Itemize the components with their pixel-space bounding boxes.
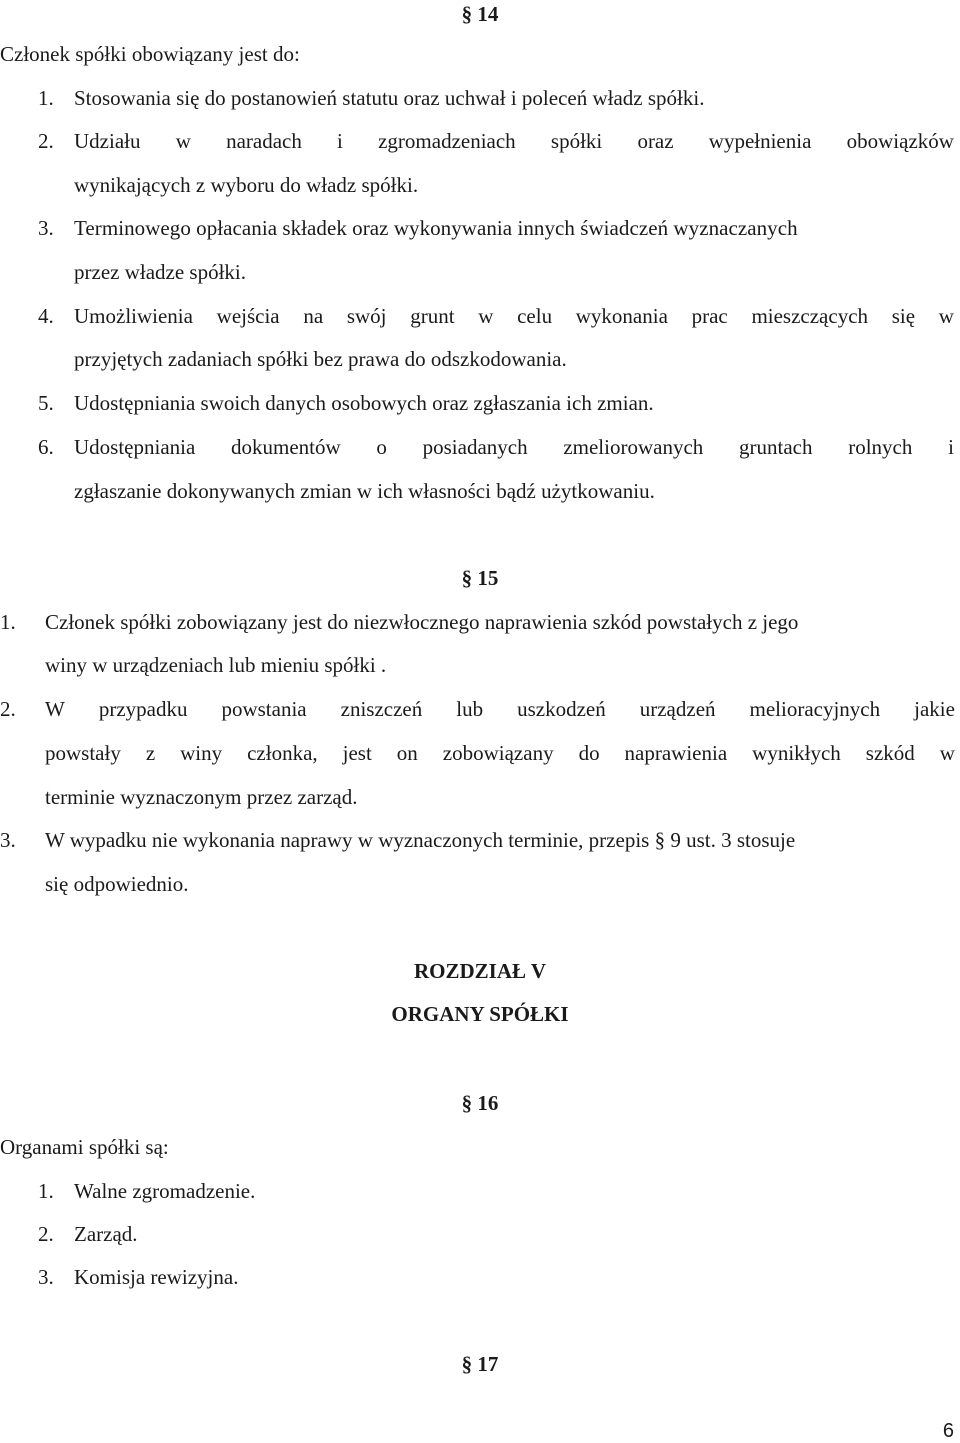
- s14-item-5-text: Udostępniania swoich danych osobowych oraz zgłaszania ich zmian.: [74, 391, 654, 415]
- s15-item-2-line-2: powstały z winy członka, jest on zobowiązany do naprawienia wynikłych szkód w: [45, 741, 955, 765]
- s14-item-6-num: 6.: [38, 435, 54, 459]
- s15-item-1-line-2: winy w urządzeniach lub mieniu spółki .: [45, 653, 387, 677]
- s15-item-3-num: 3.: [0, 828, 16, 852]
- s15-item-3-line-2: się odpowiednio.: [45, 872, 189, 896]
- chapter-title: ROZDZIAŁ V: [413, 959, 547, 983]
- s14-item-4-line-2: przyjętych zadaniach spółki bez prawa do odszkodowania.: [74, 347, 567, 371]
- s14-item-6-line-1: Udostępniania dokumentów o posiadanych zmeliorowanych gruntach rolnych i: [74, 435, 954, 459]
- s15-item-2-num: 2.: [0, 697, 16, 721]
- s15-item-1-line-1: Członek spółki zobowiązany jest do niezwłocznego naprawienia szkód powstałych z jego: [45, 610, 799, 634]
- s14-item-4-line-1: Umożliwienia wejścia na swój grunt w celu wykonania prac mieszczących się w: [74, 304, 954, 328]
- s15-item-1-num: 1.: [0, 610, 16, 634]
- s14-item-2-line-2: wynikających z wyboru do władz spółki.: [74, 173, 419, 197]
- section-14-intro: Członek spółki obowiązany jest do:: [0, 42, 300, 66]
- section-14-heading: § 14: [461, 2, 499, 26]
- s16-item-2-text: Zarząd.: [74, 1222, 138, 1246]
- page-number: 6: [942, 1420, 954, 1442]
- s16-item-1-text: Walne zgromadzenie.: [74, 1179, 256, 1203]
- s14-item-3-line-1: Terminowego opłacania składek oraz wykonywania innych świadczeń wyznaczanych: [74, 216, 798, 240]
- s16-item-2-num: 2.: [38, 1222, 54, 1246]
- s15-item-3-line-1: W wypadku nie wykonania naprawy w wyznaczonych terminie, przepis § 9 ust. 3 stosuje: [45, 828, 796, 852]
- s14-item-2-line-1: Udziału w naradach i zgromadzeniach spółki oraz wypełnienia obowiązków: [74, 129, 954, 153]
- s16-item-1-num: 1.: [38, 1179, 54, 1203]
- section-17-heading: § 17: [461, 1352, 499, 1376]
- s15-item-2-line-1: W przypadku powstania zniszczeń lub uszkodzeń urządzeń melioracyjnych jakie: [45, 697, 955, 721]
- s16-item-3-num: 3.: [38, 1265, 54, 1289]
- s16-item-3-text: Komisja rewizyjna.: [74, 1265, 239, 1289]
- s14-item-1-text: Stosowania się do postanowień statutu oraz uchwał i poleceń władz spółki.: [74, 86, 705, 110]
- chapter-subtitle: ORGANY SPÓŁKI: [391, 1002, 569, 1026]
- s14-item-1-num: 1.: [38, 86, 54, 110]
- s14-item-2-num: 2.: [38, 129, 54, 153]
- s14-item-3-line-2: przez władze spółki.: [74, 260, 247, 284]
- section-15-heading: § 15: [461, 566, 499, 590]
- s14-item-6-line-2: zgłaszanie dokonywanych zmian w ich własności bądź użytkowaniu.: [74, 479, 655, 503]
- s14-item-3-num: 3.: [38, 216, 54, 240]
- section-16-heading: § 16: [461, 1091, 499, 1115]
- s14-item-4-num: 4.: [38, 304, 54, 328]
- s14-item-5-num: 5.: [38, 391, 54, 415]
- section-16-intro: Organami spółki są:: [0, 1135, 169, 1159]
- s15-item-2-line-3: terminie wyznaczonym przez zarząd.: [45, 785, 358, 809]
